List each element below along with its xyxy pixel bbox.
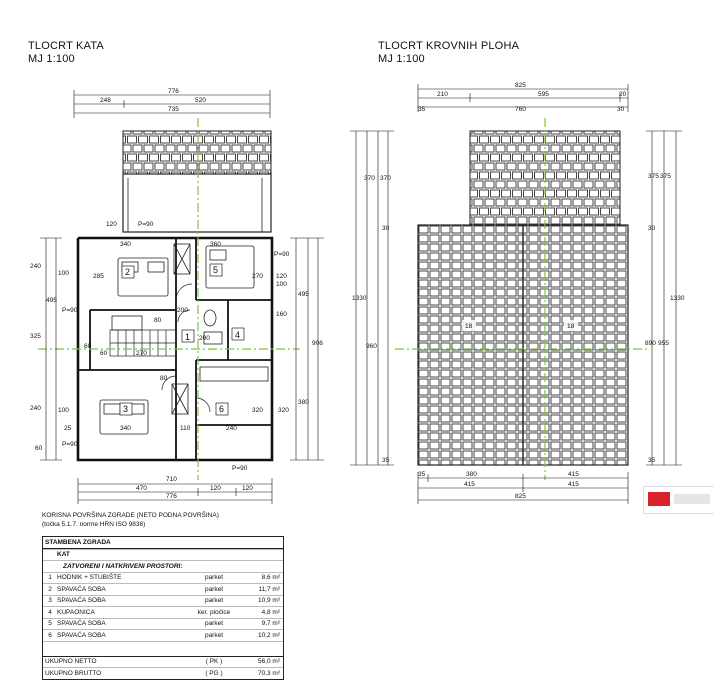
roof-slope-1: 18 — [465, 323, 473, 330]
left-plan-title: TLOCRT KATA — [28, 40, 104, 52]
opening-p90-a: P=90 — [138, 221, 154, 228]
roof-bottom-825: 825 — [515, 493, 526, 500]
dim-left-325: 325 — [30, 333, 41, 340]
dim-right-906: 906 — [312, 340, 323, 347]
opening-p90-d: P=90 — [232, 465, 248, 472]
roof-dim-20: 20 — [619, 91, 627, 98]
area-caption-2: (točka 5.1.7. norme HRN ISO 9836) — [42, 521, 146, 528]
dim-285: 285 — [93, 273, 104, 280]
dim-200-b: 200 — [199, 335, 210, 342]
dim-520: 520 — [195, 97, 206, 104]
dim-735: 735 — [168, 106, 179, 113]
roof-left-370-b: 370 — [380, 175, 391, 182]
watermark — [0, 330, 714, 380]
dim-left-25: 25 — [64, 425, 72, 432]
dim-240-in: 240 — [226, 425, 237, 432]
roof-left-1330: 1330 — [352, 295, 367, 302]
roof-dim-35: 35 — [418, 106, 426, 113]
roof-dim-825-top: 825 — [515, 82, 526, 89]
opening-p90-b: P=90 — [62, 307, 78, 314]
room-5-label: 5 — [213, 265, 219, 275]
table-floor: KAT — [57, 551, 70, 559]
roof-bottom-415-a: 415 — [568, 471, 579, 478]
dim-270-b: 270 — [136, 350, 147, 357]
roof-right-955: 955 — [658, 340, 669, 347]
dim-bottom-120-a: 120 — [210, 485, 221, 492]
canopy-roof-tiles — [123, 131, 271, 174]
dim-80-a: 80 — [154, 317, 162, 324]
roof-bottom-380: 380 — [466, 471, 477, 478]
right-plan-title: TLOCRT KROVNIH PLOHA — [378, 40, 520, 52]
dim-right-120: 120 — [276, 273, 287, 280]
dim-left-240-b: 240 — [30, 405, 41, 412]
table-row: 5 SPAVAĆA SOBA parket 9,7 m² — [43, 618, 283, 630]
roof-right-375-b: 375 — [660, 173, 671, 180]
table-row: 3 SPAVAĆA SOBA parket 10,9 m² — [43, 595, 283, 607]
roof-dim-760: 760 — [515, 106, 526, 113]
roof-right-1330: 1330 — [670, 295, 685, 302]
roof-dim-210: 210 — [437, 91, 448, 98]
room-3-label: 3 — [123, 404, 129, 414]
dim-right-160: 160 — [276, 311, 287, 318]
dim-right-p90: P=90 — [274, 251, 290, 258]
dim-bottom-120-b: 120 — [242, 485, 253, 492]
left-floor-plan — [30, 88, 324, 504]
dim-360: 360 — [210, 241, 221, 248]
room-4-label: 4 — [235, 330, 241, 340]
left-plan-scale: MJ 1:100 — [28, 53, 75, 65]
dim-60-b: 60 — [100, 350, 108, 357]
dim-776-top: 776 — [168, 88, 179, 95]
roof-dim-595: 595 — [538, 91, 549, 98]
dim-120-a: 120 — [106, 221, 117, 228]
roof-left-35: 35 — [382, 457, 390, 464]
dim-left-100-a: 100 — [58, 270, 69, 277]
roof-left-370-a: 370 — [364, 175, 375, 182]
area-table — [42, 536, 284, 680]
table-title: STAMBENA ZGRADA — [45, 538, 111, 546]
roof-plan — [350, 82, 685, 504]
area-caption-1: KORISNA POVRŠINA ZGRADE (NETO PODNA POVRŠINA) — [42, 512, 219, 519]
table-row: 2 SPAVAĆA SOBA parket 11,7 m² — [43, 583, 283, 595]
dim-right-380: 380 — [298, 399, 309, 406]
dim-left-100-b: 100 — [58, 407, 69, 414]
roof-right-890: 890 — [645, 340, 656, 347]
agency-logo — [643, 486, 714, 514]
dim-left-495: 495 — [46, 297, 57, 304]
roof-dim-30: 30 — [617, 106, 625, 113]
dim-270-a: 270 — [252, 273, 263, 280]
dim-60-a: 60 — [84, 343, 92, 350]
opening-p90-c: P=90 — [62, 441, 78, 448]
roof-bottom-415-c: 415 — [568, 481, 579, 488]
roof-left-30: 30 — [382, 225, 390, 232]
roof-bottom-35: 35 — [418, 471, 426, 478]
dim-200-a: 200 — [177, 307, 188, 314]
roof-bottom-415-b: 415 — [464, 481, 475, 488]
roof-right-35: 35 — [648, 457, 656, 464]
right-plan-scale: MJ 1:100 — [378, 53, 425, 65]
dim-340-b: 340 — [120, 425, 131, 432]
roof-left-960: 960 — [366, 343, 377, 350]
dim-248: 248 — [100, 97, 111, 104]
dim-80-b: 80 — [160, 375, 168, 382]
total-net-row: UKUPNO NETTO ( PK ) 56,0 m² — [43, 656, 283, 668]
dim-110: 110 — [180, 425, 191, 432]
table-row: 4 KUPAONICA ker. pločice 4,8 m² — [43, 606, 283, 618]
total-gross-row: UKUPNO BRUTTO ( PG ) 70,3 m² — [43, 667, 283, 679]
room-1-label: 1 — [185, 332, 191, 342]
table-row: 6 SPAVAĆA SOBA parket 10,2 m² — [43, 629, 283, 641]
roof-right-375-a: 375 — [648, 173, 659, 180]
dim-right-100: 100 — [276, 281, 287, 288]
room-2-label: 2 — [125, 267, 131, 277]
dim-bottom-776: 776 — [166, 493, 177, 500]
table-group: ZATVORENI I NATKRIVENI PROSTORI: — [63, 562, 183, 570]
table-row: 1 HODNIK + STUBIŠTE parket 8,6 m² — [43, 572, 283, 584]
room-6-label: 6 — [219, 404, 225, 414]
dim-left-240-a: 240 — [30, 263, 41, 270]
dim-bottom-470: 470 — [136, 485, 147, 492]
dim-right-320: 320 — [278, 407, 289, 414]
dim-right-495: 495 — [298, 291, 309, 298]
dim-left-60: 60 — [35, 445, 43, 452]
roof-slope-2: 18 — [567, 323, 575, 330]
dim-bottom-710: 710 — [166, 476, 177, 483]
dim-340-a: 340 — [120, 241, 131, 248]
roof-right-30: 30 — [648, 225, 656, 232]
dim-320-in: 320 — [252, 407, 263, 414]
